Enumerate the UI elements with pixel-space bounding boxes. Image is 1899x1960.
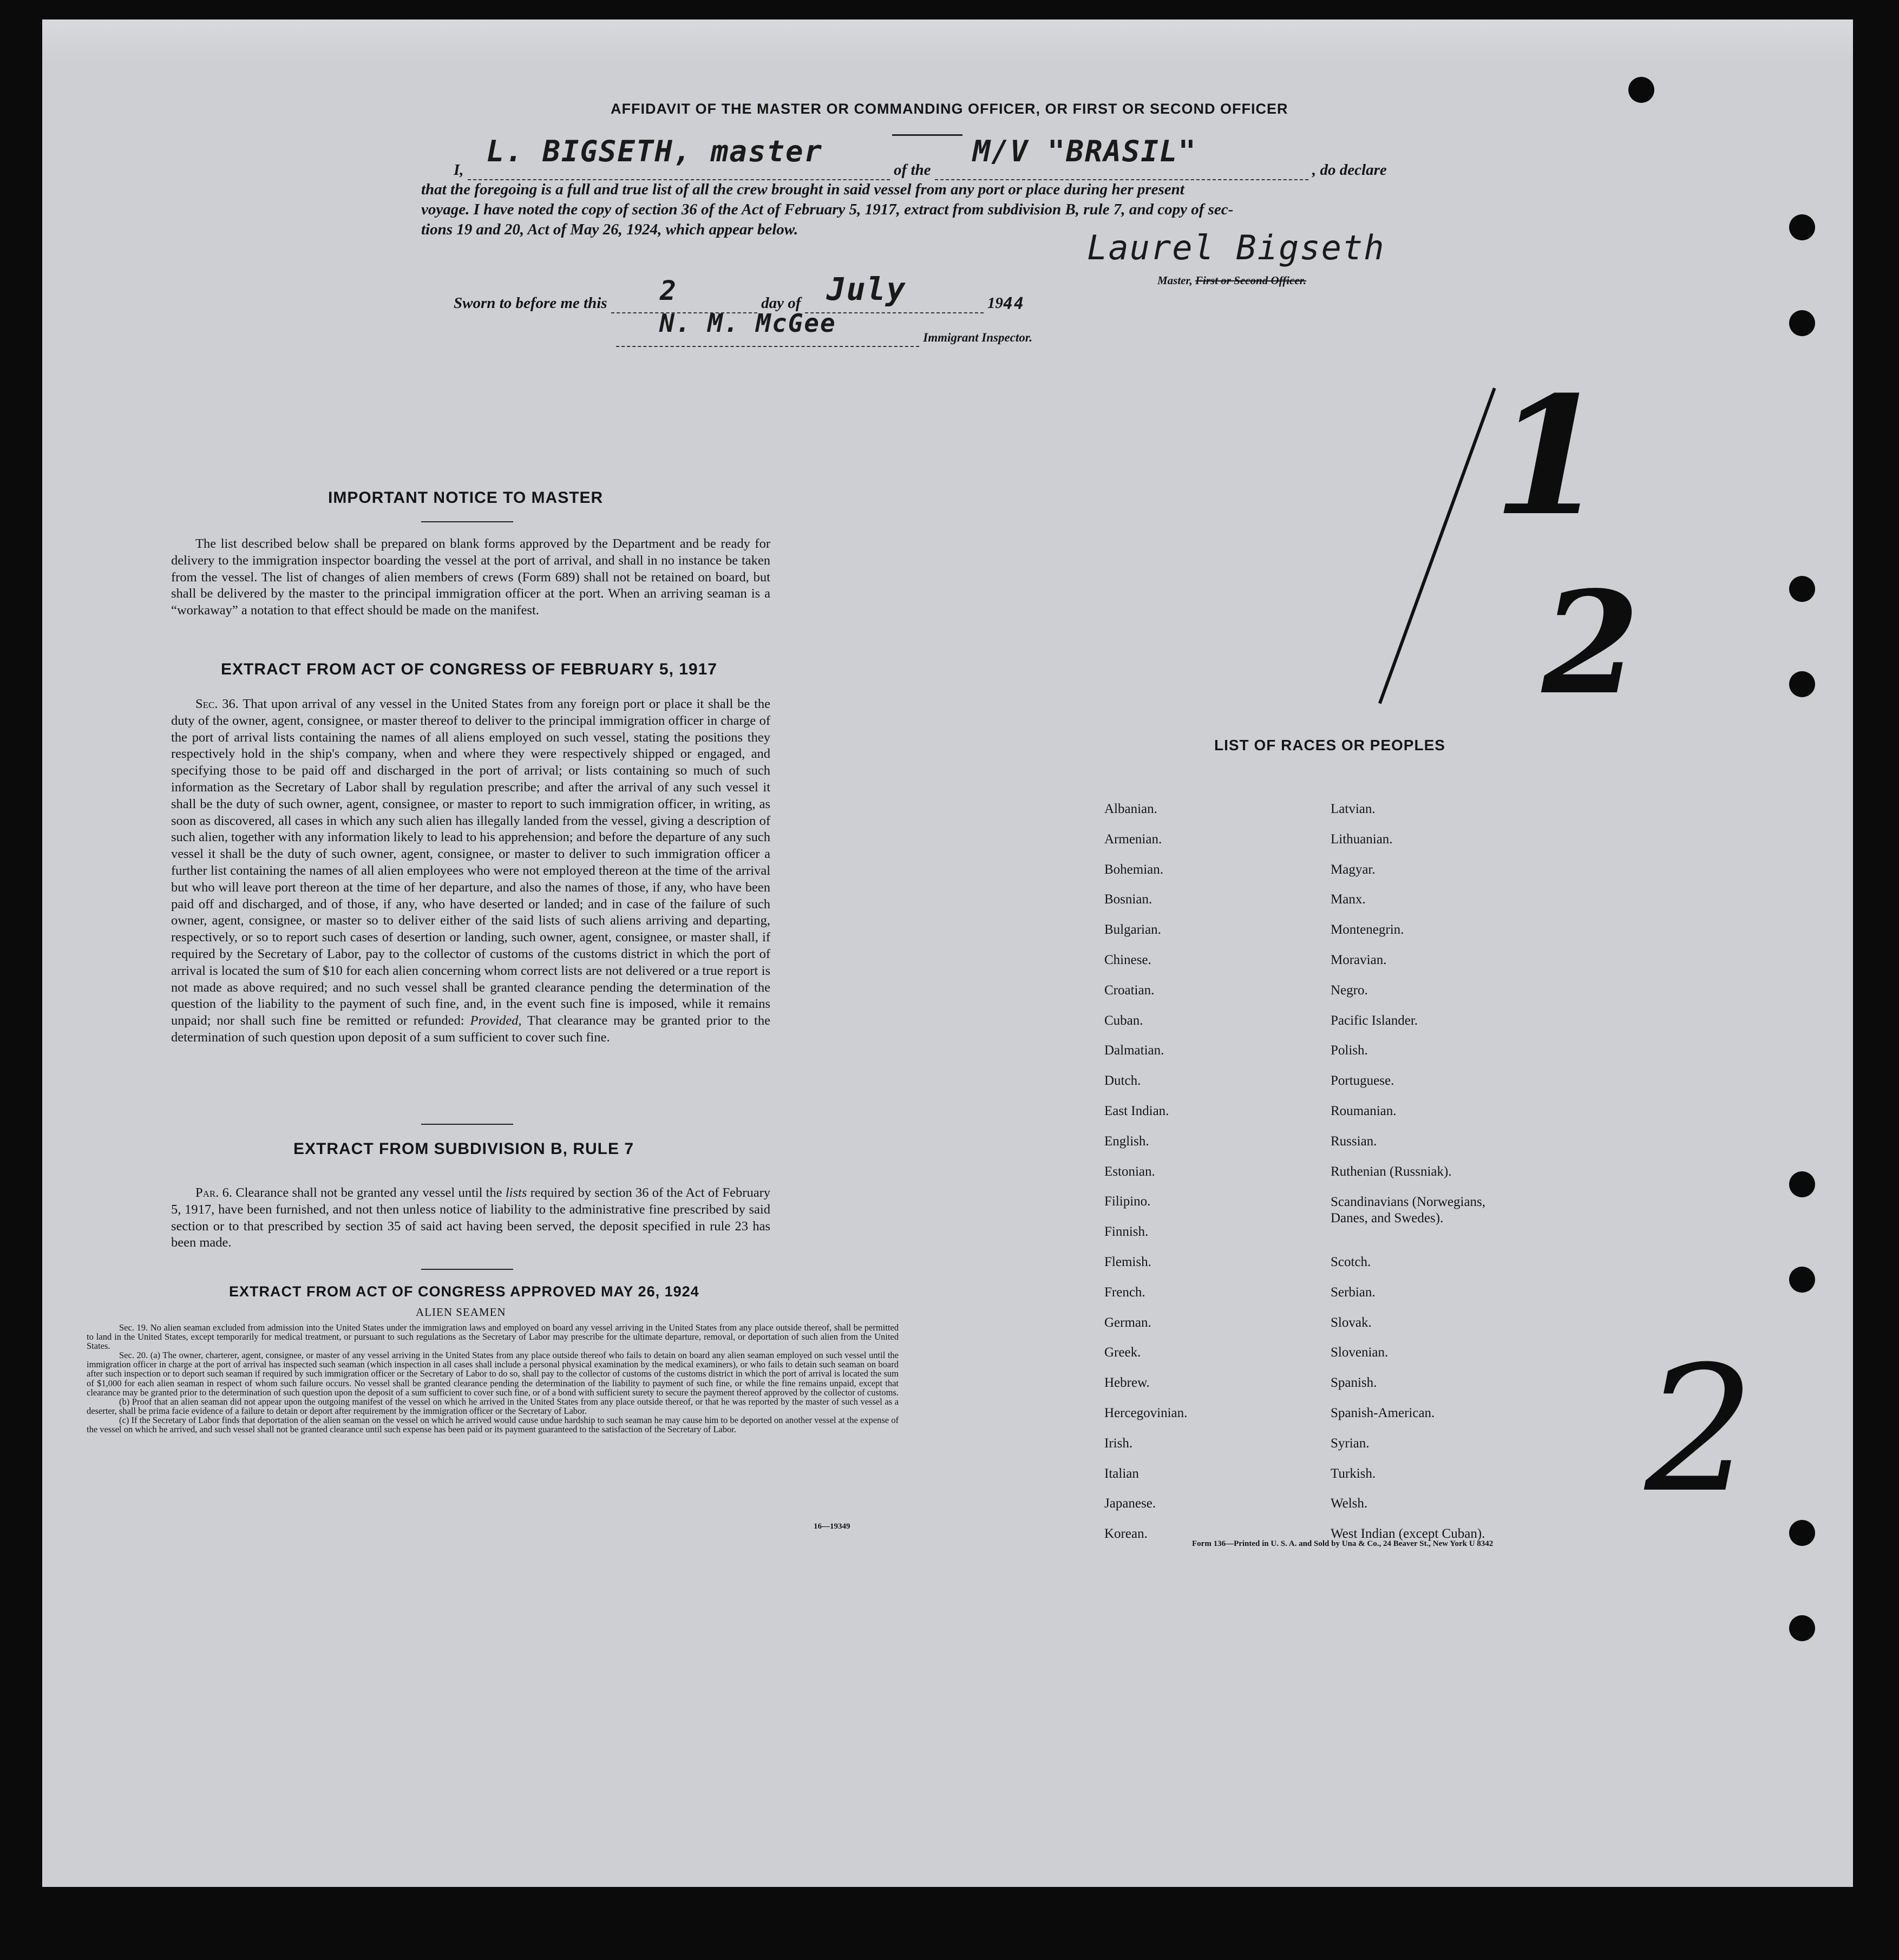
sec-36-end: That clearance may be granted prior to the determination of such question upon deposit of a sum sufficient to cover such fine.: [171, 1013, 770, 1045]
printer-footer: Form 136—Printed in U. S. A. and Sold by Una & Co., 24 Beaver St., New York U 8342: [1192, 1539, 1494, 1548]
race-item: East Indian.: [1104, 1104, 1169, 1118]
race-item: Spanish.: [1331, 1375, 1377, 1391]
sec-20b-text: (b) Proof that an alien seaman did not appear upon the outgoing manifest of the vessel on which he arrived in the United States from any place outside thereof, or that he was reported by the master of such vessel as a deserter, shall be prima facie evidence of a failure to detain or deport after requirement by the immigration officer or the Secretary of Labor.: [87, 1396, 899, 1416]
race-item: Roumanian.: [1331, 1104, 1397, 1118]
sec-36-body: That upon arrival of any vessel in the United States from any foreign port or place it shall be the duty of the owner, agent, consignee, or master thereof to deliver to the principal immigration officer in charge of the port of arrival lists containing the names of all aliens employed on such vessel, stating the positions they respectively hold in the ship's company, when and where they were respectively shipped or engaged, and specifying those to be paid off and discharged in the port of arrival; or lists containing so much of such information as the Secretary of Labor shall by regulation prescribe; and after the arrival of any such vessel it shall be the duty of such owner, agent, consignee, or master to report to such immigration officer, in writing, as soon as discovered, all cases in which any such alien has illegally landed from the vessel, giving a description of such alien, together with any information likely to lead to his apprehension; and before the departure of any such vessel it shall be the duty of such owner, agent, consignee, or master to deliver to such immigration officer a further list containing the names of all alien employees who were not employed thereon at the time of the arrival but who will leave port thereon at the time of her departure, and also the names of those, if any, who have been paid off and discharged, and of those, if any, who have deserted or landed; and in case of the failure of such owner, agent, consignee, or master so to deliver either of the said lists of such aliens arriving and departing, respectively, or so to report such cases of desertion or landing, such owner, agent, consignee, or master shall, if required by the Secretary of Labor, pay to the collector of customs of the customs district in which the port of arrival is located the sum of $10 for each alien concerning whom correct lists are not delivered or a true report is not made as above required; and no such vessel shall be granted clearance pending the determination of the question of the liability to the payment of such fine, and, in the event such fine is imposed, while it remains unpaid; nor shall such fine be remitted or refunded:: [171, 697, 770, 1028]
extract-1924-rule-top: [421, 1269, 513, 1270]
punch-hole: [1789, 671, 1815, 697]
sworn-year-prefix: 19: [987, 294, 1003, 312]
race-item: Dutch.: [1104, 1073, 1141, 1089]
master-signature: Laurel Bigseth: [1087, 228, 1385, 267]
race-item: Lithuanian.: [1331, 831, 1393, 847]
punch-hole: [1789, 1520, 1815, 1546]
notice-text: The list described below shall be prepared on blank forms approved by the Department and be ready for delivery to the immigration inspector boarding the vessel at the port of arrival, and shall in no instance be taken from the vessel. The list of changes of alien members of crews (Form 689) shall not be retained on board, but shall be delivered by the master to the principal immigration officer at the port. When an arriving seaman is a “workaway” a notation to that effect should be made on the manifest.: [171, 536, 770, 618]
race-item: Slovak.: [1331, 1315, 1372, 1330]
sworn-day-handwritten: 2: [659, 275, 677, 306]
extract-1917-text: [171, 696, 770, 1046]
race-item: Finnish.: [1104, 1224, 1149, 1240]
vessel-name-field: [935, 134, 1308, 180]
race-item: Korean.: [1104, 1526, 1148, 1542]
punch-hole: [1789, 1267, 1815, 1293]
extract-1917-heading: EXTRACT FROM ACT OF CONGRESS OF FEBRUARY 5, 1917: [221, 660, 717, 678]
race-item: Hebrew.: [1104, 1375, 1150, 1391]
race-item: Hercegovinian.: [1104, 1406, 1188, 1420]
race-item: Italian: [1104, 1466, 1139, 1481]
race-item: Ruthenian (Russniak).: [1331, 1164, 1452, 1179]
race-item: Spanish-American.: [1331, 1406, 1435, 1420]
race-item: Welsh.: [1331, 1496, 1368, 1511]
race-item: Russian.: [1331, 1133, 1377, 1149]
race-item: Greek.: [1104, 1345, 1141, 1360]
punch-hole: [1789, 576, 1815, 602]
sec-19-text: Sec. 19. No alien seaman excluded from admission into the United States under the immigration laws and employed on board any vessel arriving in the United States from any place outside thereof, shall be permitted to land in the United States, except temporarily for medical treatment, or pursuant to such regulations as the Secretary of Labor may prescribe for the ultimate departure, removal, or deportation of such alien from the United States.: [87, 1322, 899, 1352]
sworn-prefix: Sworn to before me this: [454, 294, 607, 312]
race-item: Negro.: [1331, 982, 1368, 998]
race-item: Flemish.: [1104, 1255, 1151, 1269]
officer-label: Master, First or Second Officer.: [1157, 274, 1306, 287]
vessel-name-handwritten: M/V "BRASIL": [972, 134, 1197, 168]
race-item: Scandinavians (Norwegians, Danes, and Swedes).: [1331, 1195, 1486, 1226]
race-item: Bosnian.: [1104, 892, 1153, 907]
handwritten-fraction-denominator: 2: [1542, 561, 1640, 726]
race-item: Croatian.: [1104, 982, 1155, 998]
race-item: West Indian (except Cuban).: [1331, 1526, 1485, 1542]
extract-1924-heading: EXTRACT FROM ACT OF CONGRESS APPROVED MAY 26, 1924: [229, 1283, 699, 1300]
master-name-handwritten: L. BIGSETH, master: [486, 134, 823, 168]
rule-7-rule-top: [421, 1124, 513, 1125]
handwritten-fraction-numerator: 1: [1493, 360, 1606, 552]
inspector-line: [616, 309, 1033, 347]
title-rule: [892, 134, 962, 136]
race-item: Bulgarian.: [1104, 922, 1161, 938]
race-item: Armenian.: [1104, 831, 1162, 847]
extract-1924-text: [87, 1323, 899, 1434]
rule-7-heading: EXTRACT FROM SUBDIVISION B, RULE 7: [293, 1140, 634, 1158]
race-item: Montenegrin.: [1331, 922, 1404, 938]
alien-seamen-subheading: ALIEN SEAMEN: [416, 1306, 506, 1319]
race-item: Portuguese.: [1331, 1073, 1394, 1089]
race-item: Syrian.: [1331, 1435, 1370, 1451]
sworn-month-handwritten: July: [826, 271, 907, 307]
race-item: French.: [1104, 1284, 1145, 1300]
race-item: Latvian.: [1331, 802, 1376, 816]
declaration-line-4: tions 19 and 20, Act of May 26, 1924, which appear below.: [421, 221, 798, 238]
sworn-day-of: day of: [761, 294, 801, 312]
declaration-line-1: [454, 134, 1387, 180]
race-item: Dalmatian.: [1104, 1043, 1164, 1058]
punch-hole: [1789, 1615, 1815, 1641]
race-item: Japanese.: [1104, 1496, 1156, 1511]
affidavit-title: AFFIDAVIT OF THE MASTER OR COMMANDING OFFICER, OR FIRST OR SECOND OFFICER: [611, 101, 1288, 117]
rule-7-text: Par. 6. Clearance shall not be granted any vessel until the lists required by section 36 of the Act of February 5, 1917, have been furnished, and not then unless notice of liability to the administrative fine prescribed by said section or to that prescribed by section 35 of said act having been served, the deposit specified in rule 23 has been made.: [171, 1185, 770, 1250]
inspector-signature: N. M. McGee: [659, 309, 836, 338]
race-item: Magyar.: [1331, 862, 1376, 877]
race-item: Irish.: [1104, 1435, 1133, 1451]
provided-word: Provided,: [470, 1013, 522, 1028]
race-item: Pacific Islander.: [1331, 1013, 1418, 1028]
race-item: Bohemian.: [1104, 862, 1164, 877]
sec-36-label: Sec. 36.: [195, 697, 239, 711]
punch-hole: [1789, 214, 1815, 240]
race-item: Cuban.: [1104, 1013, 1143, 1028]
master-name-field: [468, 134, 890, 180]
race-item: English.: [1104, 1133, 1149, 1149]
race-item: Polish.: [1331, 1043, 1368, 1058]
declaration-prefix: I,: [454, 161, 464, 179]
declaration-line-2: that the foregoing is a full and true list of all the crew brought in said vessel from any port or place during her present: [421, 181, 1184, 198]
sworn-year-handwritten: 44: [1003, 294, 1025, 313]
punch-hole: [1628, 77, 1654, 103]
notice-heading: IMPORTANT NOTICE TO MASTER: [328, 489, 604, 507]
inspector-name-field: [616, 309, 919, 347]
handwritten-fraction-slash: [1378, 388, 1496, 704]
race-item: Slovenian.: [1331, 1345, 1389, 1360]
race-item: Filipino.: [1104, 1194, 1151, 1209]
par-6-label: Par. 6.: [195, 1185, 233, 1200]
race-item: Moravian.: [1331, 953, 1387, 967]
handwritten-corner-number: 2: [1645, 1329, 1755, 1531]
race-item: Estonian.: [1104, 1164, 1155, 1179]
declaration-line-3: voyage. I have noted the copy of section 36 of the Act of February 5, 1917, extract from subdivision B, rule 7, and copy of sec-: [421, 201, 1234, 218]
torn-top-edge: [42, 19, 1853, 63]
sec-20c-text: (c) If the Secretary of Labor finds that deportation of the alien seaman on the vessel on which he arrived would cause undue hardship to such seaman he may cause him to be deported on another vessel at the expense of the vessel on which he arrived, and such vessel shall not be granted clearance until such expense has been paid or its payment guaranteed to the satisfaction of the Secretary of Labor.: [87, 1414, 899, 1435]
form-number: 16—19349: [814, 1522, 850, 1531]
notice-rule: [421, 521, 513, 522]
race-item: Serbian.: [1331, 1284, 1376, 1300]
race-item: Scotch.: [1331, 1255, 1371, 1269]
declaration-mid: of the: [894, 161, 931, 179]
race-item: Albanian.: [1104, 802, 1157, 816]
race-item: Manx.: [1331, 892, 1366, 907]
punch-hole: [1789, 310, 1815, 336]
race-item: Turkish.: [1331, 1466, 1376, 1481]
race-item: German.: [1104, 1315, 1151, 1330]
sec-20a-text: Sec. 20. (a) The owner, charterer, agent, consignee, or master of any vessel arriving in the United States from any place outside thereof who fails to detain on board any alien seaman employed on such vessel until the immigration officer in charge at the port of arrival has inspected such seaman (which inspection in all cases shall include a personal physical examination by the medical examiners), or who fails to detain such seaman on board after such inspection or to deport such seaman if required by such immigration officer or the Secretary of Labor to do so, shall pay to the collector of customs of the customs district in which the port of arrival is located the sum of $1,000 for each alien seaman in respect of whom such failure occurs. No vessel shall be granted clearance pending the determination of the liability to payment of such fine, or while the fine remains unpaid, except that clearance may be granted prior to the determination of such question upon the deposit of a sum sufficient to cover such fine, or of a bond with sufficient surety to secure the payment thereof approved by the collector of customs.: [87, 1350, 899, 1398]
declaration-suffix: , do declare: [1312, 161, 1387, 179]
punch-hole: [1789, 1171, 1815, 1197]
document-sheet: [42, 19, 1853, 1887]
races-heading: LIST OF RACES OR PEOPLES: [1214, 737, 1445, 753]
inspector-label: Immigrant Inspector.: [923, 331, 1033, 344]
race-item: Chinese.: [1104, 953, 1151, 967]
